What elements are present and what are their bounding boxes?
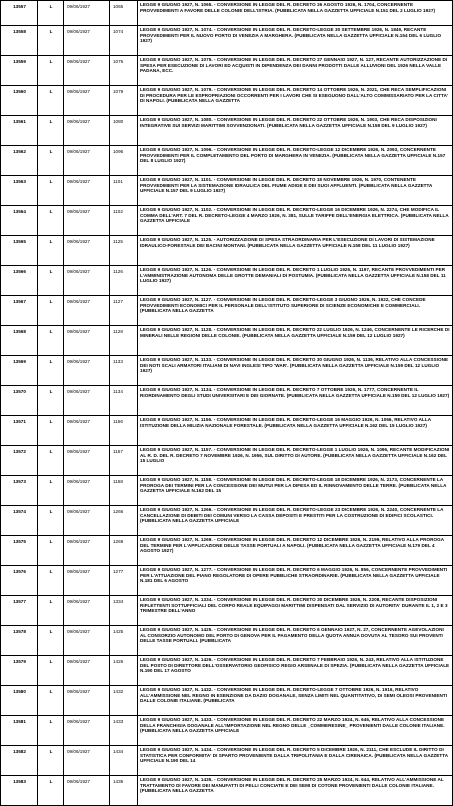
law-description: LEGGE 9 GIUGNO 1927, N. 1434. - CONVERSIONE IN LEGGE DEL R. DECRETO 5 DICEMBRE 1926, N. 2111, CHE ESCLUDE IL DIRITTO DI STATISTICA PER CONFORMITA' DI SPARTO PROVENIENTE DALLA TRIPOLITANIA E DALLA CIRENAICA. (PUBBLICATA NELLA GAZZETTA UFFICIALE N.190 DEL 14 <box>138 746 453 776</box>
record-date: 09/06/1927 <box>64 26 110 56</box>
record-date: 09/06/1927 <box>64 536 110 566</box>
law-number: 1126 <box>110 266 138 296</box>
record-date: 09/06/1927 <box>64 176 110 206</box>
record-date: 09/06/1927 <box>64 356 110 386</box>
record-date: 09/06/1927 <box>64 686 110 716</box>
record-date: 09/06/1927 <box>64 596 110 626</box>
table-row <box>1 326 453 356</box>
table-row <box>1 296 453 326</box>
law-description: LEGGE 9 GIUGNO 1927, N. 1433. - CONVERSIONE IN LEGGE DEL R. DECRETO 22 MARZO 1924, N. 646, RELATIVO ALLA CONCESSIONE DELLA FRANCHIGIA DOGANALE ALL'IMPORTAZIONE NEL REGNO DELLE _COMMERESINE_ PROVENIENTI DALLE COLONIE ITALIANE. (PUBBLICATA NELLA GAZZETTA UFFICIALE <box>138 716 453 746</box>
table-row <box>1 386 453 416</box>
law-description: LEGGE 9 GIUGNO 1927, N. 1125. - AUTORIZZAZIONE DI SPESA STRAORDINARIA PER L'ESECUZIONE DI LAVORI DI SISTEMAZIONE IDRAULICO-FORESTALE DEI BACINI MONTANI. (PUBBLICATA NELLA GAZZETTA UFFICIALE N.158 DEL 11 LUGLIO 1927) <box>138 236 453 266</box>
record-type-flag: L <box>38 1 64 26</box>
record-number: 13561 <box>1 116 38 146</box>
record-number: 13579 <box>1 656 38 686</box>
law-number: 1269 <box>110 536 138 566</box>
law-number: 1133 <box>110 356 138 386</box>
table-row <box>1 596 453 626</box>
law-number: 1125 <box>110 236 138 266</box>
table-row <box>1 356 453 386</box>
law-number: 1134 <box>110 386 138 416</box>
record-type-flag: L <box>38 596 64 626</box>
law-number: 1432 <box>110 686 138 716</box>
record-date: 09/06/1927 <box>64 746 110 776</box>
record-date: 09/06/1927 <box>64 446 110 476</box>
record-type-flag: L <box>38 536 64 566</box>
law-description: LEGGE 9 GIUGNO 1927, N. 1425. - CONVERSIONE IN LEGGE DEL R. DECRETO 6 GENNAIO 1927, N. 27, CONCERNENTE AGEVOLAZIONI AL CONSORZIO AUTONOMO DEL PORTO DI GENOVA PER IL PAGAMENTO DELLA QUOTA ANNUA DOVUTA AL TESORO SUI PROVENTI DELLE TASSE PORTUALI. (PUBBLICATA <box>138 626 453 656</box>
table-row <box>1 476 453 506</box>
law-number: 1128 <box>110 326 138 356</box>
record-number: 13574 <box>1 506 38 536</box>
record-number: 13583 <box>1 776 38 806</box>
record-date: 09/06/1927 <box>64 266 110 296</box>
record-type-flag: L <box>38 206 64 236</box>
record-date: 09/06/1927 <box>64 236 110 266</box>
table-row <box>1 236 453 266</box>
law-number: 1157 <box>110 446 138 476</box>
table-row <box>1 686 453 716</box>
law-description: LEGGE 9 GIUGNO 1927, N. 1426. - CONVERSIONE IN LEGGE DEL R. DECRETO 7 FEBBRAIO 1926, N. 243, RELATIVO ALLA ISTITUZIONE DEL POSTO DI DIRETTORE DELL'OSSERVATORIO GEOFISICO REGIO ARSENALE DI SPEZIA. (PUBBLICATA NELLA GAZZETTA UFFICIALE N.190 DEL 17 AGOSTO <box>138 656 453 686</box>
record-type-flag: L <box>38 56 64 86</box>
table-row <box>1 206 453 236</box>
table-row <box>1 626 453 656</box>
law-number: 1433 <box>110 716 138 746</box>
record-number: 13560 <box>1 86 38 116</box>
record-date: 09/06/1927 <box>64 206 110 236</box>
law-description: LEGGE 9 GIUGNO 1927, N. 1128. - CONVERSIONE IN LEGGE DEL R. DECRETO 22 LUGLIO 1926, N. 1246, CONCERNENTE LE RICERCHE DI MINERALI NELLE REGIONI DELLE COLONIE. (PUBBLICATA NELLA GAZZETTA UFFICIALE N.159 DEL 12 LUGLIO 1927) <box>138 326 453 356</box>
record-date: 09/06/1927 <box>64 626 110 656</box>
law-description: LEGGE 9 GIUGNO 1927, N. 1080. - CONVERSIONE IN LEGGE DEL R. DECRETO 22 OTTOBRE 1926, N. 1903, CHE RECA DISPOSIZIONI INTEGRATIVE SUI SERVIZI MARITTIMI SOVVENZIONATI. (PUBBLICATA NELLA GAZZETTA UFFICIALE N.158 DEL 9 LUGLIO 1927) <box>138 116 453 146</box>
record-type-flag: L <box>38 356 64 386</box>
law-number: 1425 <box>110 626 138 656</box>
table-row <box>1 116 453 146</box>
record-type-flag: L <box>38 86 64 116</box>
record-type-flag: L <box>38 566 64 596</box>
record-type-flag: L <box>38 476 64 506</box>
record-number: 13557 <box>1 1 38 26</box>
record-number: 13558 <box>1 26 38 56</box>
law-description: LEGGE 9 GIUGNO 1927, N. 1079. - CONVERSIONE IN LEGGE DEL R. DECRETO 14 OTTOBRE 1926, N. 2021, CHE RECA SEMPLIFICAZIONI DI PROCEDURA PER LE ESPROPRIAZIONI OCCORRENTI PER I LAVORI CHE SI ESEGUONO DALL'ALTO COMMISSARIATO PER LA CITTA' DI NAPOLI. (PUBBLICATA NELLA GAZZETTA <box>138 86 453 116</box>
record-date: 09/06/1927 <box>64 86 110 116</box>
table-row <box>1 746 453 776</box>
record-date: 09/06/1927 <box>64 116 110 146</box>
law-number: 1334 <box>110 596 138 626</box>
law-number: 1127 <box>110 296 138 326</box>
law-description: LEGGE 9 GIUGNO 1927, N. 1334. - CONVERSIONE IN LEGGE DEL R. DECRETO 30 DICEMBRE 1926, N. 2208, RECANTE DISPOSIZIONI RIFLETTENTI SOTTUFFICIALI DEL CORPO REALE EQUIPAGGI MARITTIMI DISPENSATI DAL SERVIZIO DI AUTORITA' DURANTE IL 1, 2 E 3 TRIMESTRE DELL'ANNO <box>138 596 453 626</box>
law-number: 1079 <box>110 86 138 116</box>
record-type-flag: L <box>38 686 64 716</box>
record-type-flag: L <box>38 296 64 326</box>
law-number: 1277 <box>110 566 138 596</box>
law-description: LEGGE 9 GIUGNO 1927, N. 1101. - CONVERSIONE IN LEGGE DEL R. DECRETO 18 NOVEMBRE 1926, N. 1970, CONTENENTE PROVVEDIMENTI PER LA SISTEMAZIONE IDRAULICA DEL FIUME ADIGE E DEI SUOI AFFLUENTI. (PUBBLICATA NELLA GAZZETTA UFFICIALE N.157 DEL 9 LUGLIO 1927) <box>138 176 453 206</box>
record-date: 09/06/1927 <box>64 146 110 176</box>
record-type-flag: L <box>38 326 64 356</box>
table-row <box>1 266 453 296</box>
law-number: 1101 <box>110 176 138 206</box>
record-type-flag: L <box>38 236 64 266</box>
table-row <box>1 536 453 566</box>
law-description: LEGGE 9 GIUGNO 1927, N. 1134. - CONVERSIONE IN LEGGE DEL R. DECRETO 7 OTTOBRE 1926, N. 1777, CONCERNENTE IL RIORDINAMENTO DEGLI STUDI UNIVERSITARI E DEI GIORNATE. (PUBBLICATA NELLA GAZZETTA UFFICIALE N.159 DEL 12 LUGLIO 1927) <box>138 386 453 416</box>
law-number: 1080 <box>110 116 138 146</box>
law-number: 1102 <box>110 206 138 236</box>
record-type-flag: L <box>38 446 64 476</box>
record-number: 13568 <box>1 326 38 356</box>
record-type-flag: L <box>38 146 64 176</box>
record-type-flag: L <box>38 116 64 146</box>
record-type-flag: L <box>38 776 64 806</box>
record-date: 09/06/1927 <box>64 416 110 446</box>
record-number: 13564 <box>1 206 38 236</box>
table-row <box>1 716 453 746</box>
law-description: LEGGE 9 GIUGNO 1927, N. 1269. - CONVERSIONE IN LEGGE DEL R. DECRETO 12 DICEMBRE 1926, N. 2199, RELATIVO ALLA PROROGA DEL TERMINE PER L'APPLICAZIONE DELLE TASSE PORTUALI A NAPOLI. (PUBBLICATA NELLA GAZZETTA UFFICIALE N.179 DEL 4 AGOSTO 1927) <box>138 536 453 566</box>
record-type-flag: L <box>38 656 64 686</box>
record-date: 09/06/1927 <box>64 326 110 356</box>
record-number: 13577 <box>1 596 38 626</box>
law-description: LEGGE 9 GIUGNO 1927, N. 1432. - CONVERSIONE IN LEGGE DEL R. DECRETO-LEGGE 7 OTTOBRE 1926, N. 1916, RELATIVO ALL'AMMISSIONE NEL REGNO IN ESENZIONE DA DAZIO DOGANALE, SENZA LIMITI NEL QUANTITATIVO, DI SEMI OLEOSI PROVENIENTI DALLE COLONIE ITALIANE. (PUBBLICATA <box>138 686 453 716</box>
record-type-flag: L <box>38 26 64 56</box>
record-number: 13575 <box>1 536 38 566</box>
record-number: 13572 <box>1 446 38 476</box>
law-description: LEGGE 9 GIUGNO 1927, N. 1127. - CONVERSIONE IN LEGGE DEL R. DECRETO-LEGGE 3 GIUGNO 1926, N. 1922, CHE CONCEDE PROVVEDIMENTI ECONOMICI PER IL PERSONALE DELL'ISTITUTO SUPERIORE DI SCIENZE ECONOMICHE E COMMERCIALI. (PUBBLICATA NELLA GAZZETTA <box>138 296 453 326</box>
table-row <box>1 176 453 206</box>
record-date: 09/06/1927 <box>64 656 110 686</box>
record-number: 13559 <box>1 56 38 86</box>
law-number: 1266 <box>110 506 138 536</box>
record-type-flag: L <box>38 716 64 746</box>
record-number: 13580 <box>1 686 38 716</box>
record-date: 09/06/1927 <box>64 386 110 416</box>
law-number: 1065 <box>110 1 138 26</box>
law-description: LEGGE 9 GIUGNO 1927, N. 1075. - CONVERSIONE IN LEGGE DEL R. DECRETO 27 GENNAIO 1927, N. 127, RECANTE AUTORIZZAZIONE DI SPESA PER ESECUZIONE DI LAVORI ED ACQUISTI IN DIPENDENZA DEI DANNI PRODOTTI DALLE ALLUVIONI DEL 1926 NELLA VALLE PADANA, ECC. <box>138 56 453 86</box>
record-number: 13578 <box>1 626 38 656</box>
law-description: LEGGE 9 GIUGNO 1927, N. 1435. - CONVERSIONE IN LEGGE DEL R. DECRETO 25 MARZO 1924, N. 644, RELATIVO ALL'AMMISSIONE AL TRATTAMENTO DI FAVORE DEI MANUFATTI DI PELLI CONCIATE E DEI SEMI DI COTONE PROVENIENTI DALLE COLONIE ITALIANE. (PUBBLICATA NELLA GAZZETTA <box>138 776 453 806</box>
law-description: LEGGE 9 GIUGNO 1927, N. 1266. - CONVERSIONE IN LEGGE DEL R. DECRETO-LEGGE 23 DICEMBRE 1926, N. 2240, CONCERNENTE LA CANCELLAZIONE DI DEBITI DEI COMUNI VERSO LA CASSA DEPOSITI E PRESTITI PER LA COSTRUZIONE DI EDIFICI SCOLASTICI. (PUBBLICATA NELLA GAZZETTA UFFICIALE <box>138 506 453 536</box>
law-description: LEGGE 9 GIUGNO 1927, N. 1277. - CONVERSIONE IN LEGGE DEL R. DECRETO 6 MAGGIO 1926, N. 856, CONCERNENTE PROVVEDIMENTI PER L'ATTUAZIONE DEL PIANO REGOLATORE DI OPERE PUBBLICHE STRAORDINARIE. (PUBBLICATA NELLA GAZZETTA UFFICIALE N.181 DEL 6 AGOSTO <box>138 566 453 596</box>
record-date: 09/06/1927 <box>64 566 110 596</box>
record-date: 09/06/1927 <box>64 56 110 86</box>
law-description: LEGGE 9 GIUGNO 1927, N. 1065. - CONVERSIONE IN LEGGE DEL R. DECRETO 26 AGOSTO 1926, N. 1704, CONCERNENTE PROVVEDIMENTI A FAVORE DELLE COLONIE DELL'ISTRIA. (PUBBLICATA NELLA GAZZETTA UFFICIALE N.151 DEL 2 LUGLIO 1927) <box>138 1 453 26</box>
record-number: 13562 <box>1 146 38 176</box>
law-description: LEGGE 9 GIUGNO 1927, N. 1096. - CONVERSIONE IN LEGGE DEL R. DECRETO-LEGGE 12 DICEMBRE 1926, N. 2093, CONCERNENTE PROVVEDIMENTI PER IL COMPLETAMENTO DEL PORTO DI MARGHERA IN VENEZIA. (PUBBLICATA NELLA GAZZETTA UFFICIALE N.157 DEL 8 LUGLIO 1927) <box>138 146 453 176</box>
record-date: 09/06/1927 <box>64 1 110 26</box>
law-number: 1435 <box>110 776 138 806</box>
record-date: 09/06/1927 <box>64 776 110 806</box>
record-type-flag: L <box>38 626 64 656</box>
table-row <box>1 446 453 476</box>
law-number: 1156 <box>110 416 138 446</box>
record-type-flag: L <box>38 266 64 296</box>
law-number: 1426 <box>110 656 138 686</box>
law-description: LEGGE 9 GIUGNO 1927, N. 1126. - CONVERSIONE IN LEGGE DEL R. DECRETO 1 LUGLIO 1926, N. 1197, RECANTE PROVVEDIMENTI PER L'AMMINISTRAZIONE AUTONOMA DELLE GROTTE DEMANIALI DI POSTUMIA. (PUBBLICATA NELLA GAZZETTA UFFICIALE N.158 DEL 11 LUGLIO 1927) <box>138 266 453 296</box>
table-row <box>1 86 453 116</box>
record-date: 09/06/1927 <box>64 716 110 746</box>
record-type-flag: L <box>38 416 64 446</box>
law-register-body <box>1 1 453 806</box>
record-number: 13576 <box>1 566 38 596</box>
table-row <box>1 416 453 446</box>
record-date: 09/06/1927 <box>64 506 110 536</box>
law-description: LEGGE 9 GIUGNO 1927, N. 1074. - CONVERSIONE IN LEGGE DEL R. DECRETO-LEGGE 30 SETTEMBRE 1926, N. 1849, RECANTE PROVVEDIMENTI PER IL NUOVO PORTO DI VENEZIA A MARGHERA. (PUBBLICATA NELLA GAZZETTA UFFICIALE N.154 DEL 6 LUGLIO 1927) <box>138 26 453 56</box>
law-description: LEGGE 9 GIUGNO 1927, N. 1102. - CONVERSIONE IN LEGGE DEL R. DECRETO-LEGGE 16 DICEMBRE 1926, N. 2274, CHE MODIFICA IL COMMA DELL'ART. 7 DEL R. DECRETO-LEGGE 4 MARZO 1926, N. 381, SULLE TARIFFE DELL'ENERGIA ELETTRICA. (PUBBLICATA NELLA GAZZETTA UFFICIALE <box>138 206 453 236</box>
record-number: 13567 <box>1 296 38 326</box>
law-number: 1158 <box>110 476 138 506</box>
record-type-flag: L <box>38 746 64 776</box>
law-number: 1434 <box>110 746 138 776</box>
record-number: 13582 <box>1 746 38 776</box>
table-row <box>1 566 453 596</box>
record-type-flag: L <box>38 176 64 206</box>
table-row <box>1 26 453 56</box>
table-row <box>1 776 453 806</box>
record-number: 13581 <box>1 716 38 746</box>
record-date: 09/06/1927 <box>64 296 110 326</box>
table-row <box>1 56 453 86</box>
law-description: LEGGE 9 GIUGNO 1927, N. 1133. - CONVERSIONE IN LEGGE DEL R. DECRETO 30 GIUGNO 1926, N. 1136, RELATIVO ALLA CONCESSIONE DEI NOTI SCALI ARMATORI ITALIANI DI NAVI INGLESI TIPO 'WAR'. (PUBBLICATA NELLA GAZZETTA UFFICIALE N.159 DEL 12 LUGLIO 1927) <box>138 356 453 386</box>
record-number: 13571 <box>1 416 38 446</box>
record-type-flag: L <box>38 506 64 536</box>
record-number: 13563 <box>1 176 38 206</box>
record-number: 13569 <box>1 356 38 386</box>
law-description: LEGGE 9 GIUGNO 1927, N. 1157. - CONVERSIONE IN LEGGE DEL R. DECRETO-LEGGE 1 LUGLIO 1926, N. 1096, RECANTE MODIFICAZIONI AL R. D. DEL R. DECRETO 7 NOVEMBRE 1926, N. 1956, SUL DIRITTO DI AUTORE. (PUBBLICATA NELLA GAZZETTA UFFICIALE N.162 DEL 15 LUGLIO <box>138 446 453 476</box>
record-date: 09/06/1927 <box>64 476 110 506</box>
law-description: LEGGE 9 GIUGNO 1927, N. 1156. - CONVERSIONE IN LEGGE DEL R. DECRETO-LEGGE 16 MAGGIO 1926, N. 1066, RELATIVO ALLA ISTITUZIONE DELLA MILIZIA NAZIONALE FORESTALE. (PUBBLICATA NELLA GAZZETTA UFFICIALE N.162 DEL 15 LUGLIO 1927) <box>138 416 453 446</box>
record-number: 13570 <box>1 386 38 416</box>
law-description: LEGGE 9 GIUGNO 1927, N. 1158. - CONVERSIONE IN LEGGE DEL R. DECRETO-LEGGE 18 DICEMBRE 1926, N. 2173, CONCERNENTE LA PROROGA DEI TERMINI PER LA CONCESSIONE DEI MUTUI PER LA DIFESA ED IL RINNOVAMENTO DELLE TERRE. (PUBBLICATA NELLA GAZZETTA UFFICIALE N.162 DEL 15 <box>138 476 453 506</box>
law-number: 1075 <box>110 56 138 86</box>
table-row <box>1 1 453 26</box>
record-number: 13573 <box>1 476 38 506</box>
law-number: 1096 <box>110 146 138 176</box>
table-row <box>1 146 453 176</box>
table-row <box>1 656 453 686</box>
record-number: 13565 <box>1 236 38 266</box>
table-row <box>1 506 453 536</box>
law-number: 1074 <box>110 26 138 56</box>
record-type-flag: L <box>38 386 64 416</box>
record-number: 13566 <box>1 266 38 296</box>
